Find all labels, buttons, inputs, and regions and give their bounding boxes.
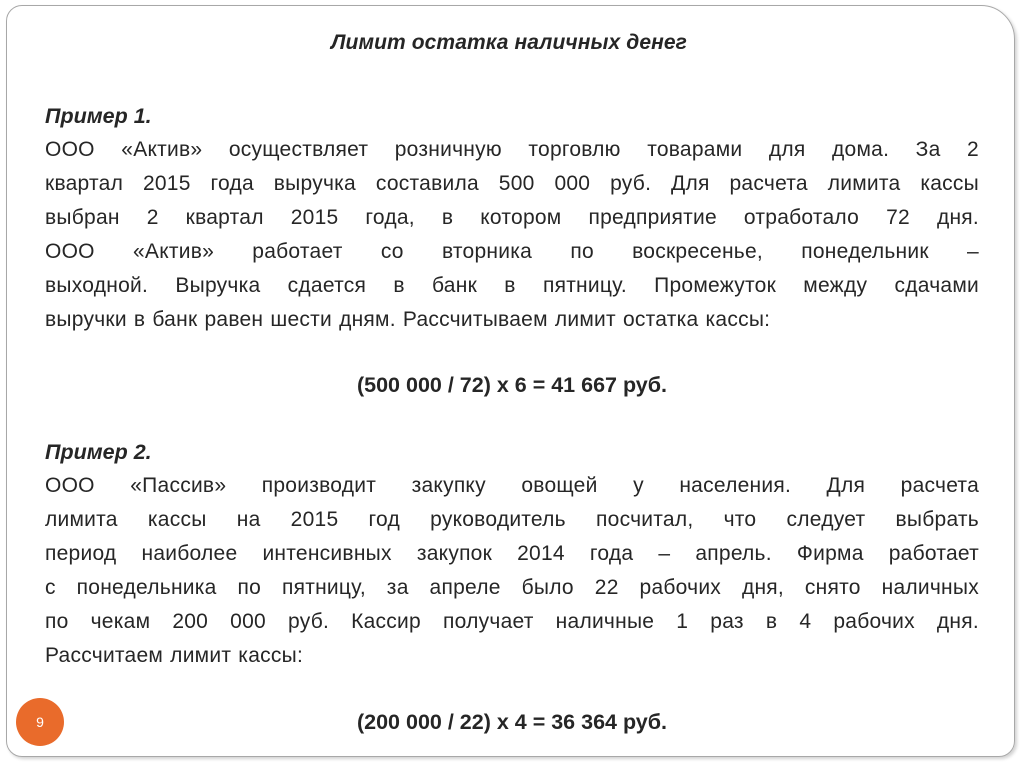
text-line: ООО «Актив» осуществляет розничную торговлю товарами для дома. За 2 <box>45 138 979 161</box>
example-1-text <box>45 133 979 337</box>
text-line: ООО «Пассив» производит закупку овощей у населения. Для расчета <box>45 474 979 497</box>
example-2-text <box>45 469 979 673</box>
text-line: ООО «Актив» работает со вторника по воскресенье, понедельник – <box>45 240 979 263</box>
text-line: Рассчитаем лимит кассы: <box>45 644 304 667</box>
text-line: квартал 2015 года выручка составила 500 000 руб. Для расчета лимита кассы <box>45 172 979 195</box>
text-line: лимита кассы на 2015 год руководитель посчитал, что следует выбрать <box>45 508 979 531</box>
text-line: выходной. Выручка сдается в банк в пятницу. Промежуток между сдачами <box>45 274 979 297</box>
text-line: с понедельника по пятницу, за апреле было 22 рабочих дня, снято наличных <box>45 576 979 599</box>
text-line: выручки в банк равен шести дням. Рассчитываем лимит остатка кассы: <box>45 308 771 331</box>
page-number-badge: 9 <box>16 698 64 746</box>
example-1-heading: Пример 1. <box>45 104 152 128</box>
text-line: выбран 2 квартал 2015 года, в котором предприятие отработало 72 дня. <box>45 206 979 229</box>
example-1-formula: (500 000 / 72) х 6 = 41 667 руб. <box>356 373 668 397</box>
example-2-heading: Пример 2. <box>45 440 152 464</box>
text-line: по чекам 200 000 руб. Кассир получает наличные 1 раз в 4 рабочих дня. <box>45 610 979 633</box>
example-2-formula: (200 000 / 22) х 4 = 36 364 руб. <box>356 710 668 734</box>
slide-title: Лимит остатка наличных денег <box>331 31 687 54</box>
text-line: период наиболее интенсивных закупок 2014 года – апрель. Фирма работает <box>45 542 979 565</box>
